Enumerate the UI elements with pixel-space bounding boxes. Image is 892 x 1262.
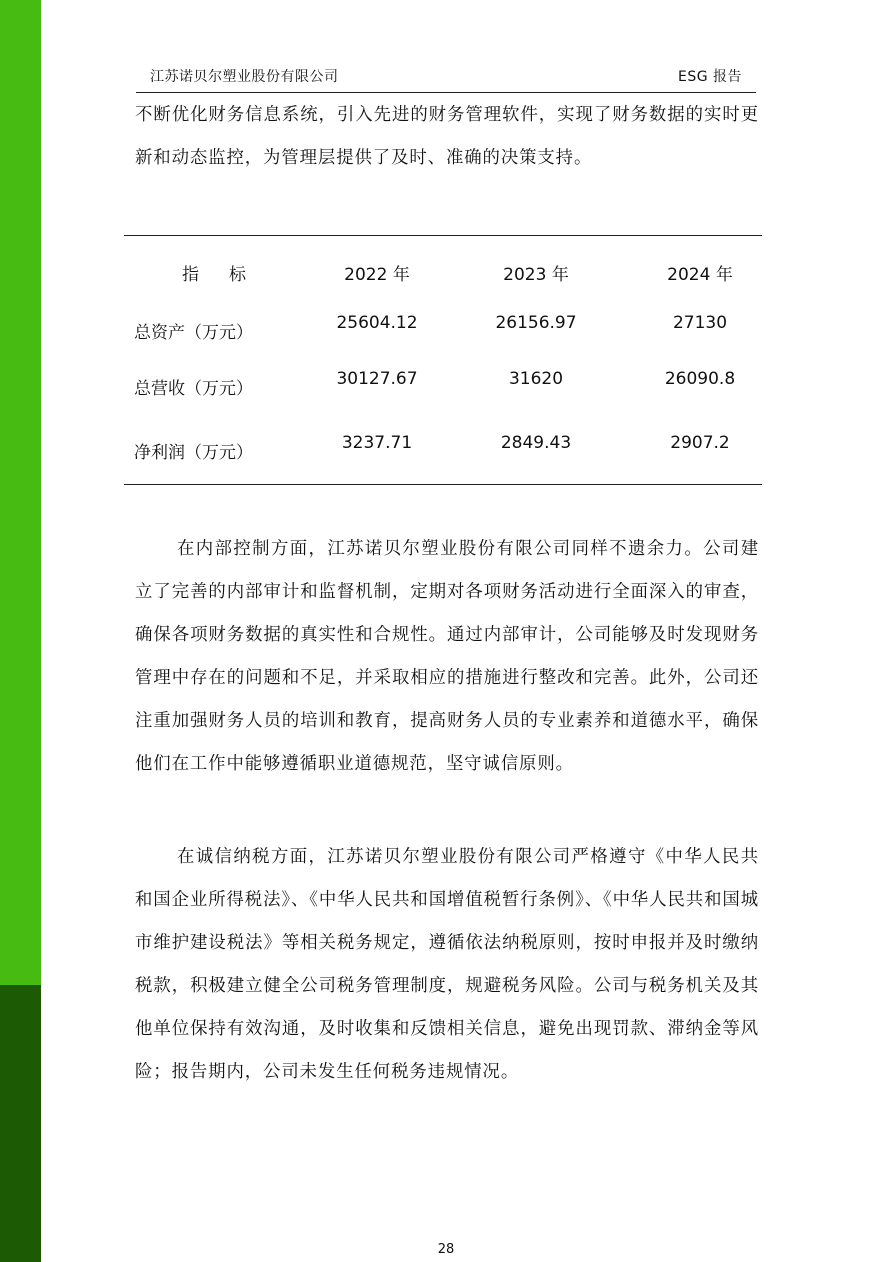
table-bottom-rule [124,484,762,485]
header-divider [136,92,756,93]
intro-paragraph: 不断优化财务信息系统，引入先进的财务管理软件，实现了财务数据的实时更新和动态监控，为管理层提供了及时、准确的决策支持。 [135,105,759,168]
table-cell: 2849.43 [500,433,572,453]
page-number: 28 [437,1242,455,1257]
internal-control-paragraph: 在内部控制方面，江苏诺贝尔塑业股份有限公司同样不遗余力。公司建立了完善的内部审计和监督机制，定期对各项财务活动进行全面深入的审查，确保各项财务数据的真实性和合规性。通过内部审计，公司能够及时发现财务管理中存在的问题和不足，并采取相应的措施进行整改和完善。此外，公司还注重加强财务人员的培训和教育，提高财务人员的专业素养和道德水平，确保他们在工作中能够遵循职业道德规范，坚守诚信原则。 [135,539,759,774]
sidebar-accent-dark [0,985,41,1262]
header-company-name: 江苏诺贝尔塑业股份有限公司 [150,69,339,85]
tax-paragraph: 在诚信纳税方面，江苏诺贝尔塑业股份有限公司严格遵守《中华人民共和国企业所得税法》、《中华人民共和国增值税暂行条例》、《中华人民共和国城市维护建设税法》等相关税务规定，遵循依法纳税原则，按时申报并及时缴纳税款，积极建立健全公司税务管理制度，规避税务风险。公司与税务机关及其他单位保持有效沟通，及时收集和反馈相关信息，避免出现罚款、滞纳金等风险；报告期内，公司未发生任何税务违规情况。 [135,847,759,1082]
page-header [150,66,742,88]
header-report-title: ESG 报告 [677,69,742,85]
table-cell: 31620 [508,369,564,389]
table-row-label: 总资产（万元） [134,323,253,343]
table-header-year: 2024 年 [667,265,733,285]
table-cell: 26090.8 [664,369,736,389]
table-cell: 30127.67 [336,369,418,389]
table-cell: 27130 [672,313,728,333]
table-header-year: 2023 年 [503,265,569,285]
table-cell: 2907.2 [670,433,730,453]
sidebar-accent-light [0,0,41,985]
table-cell: 25604.12 [336,313,418,333]
table-header-indicator: 指标 [182,265,276,285]
table-header-year: 2022 年 [344,265,410,285]
table-row-label: 净利润（万元） [134,443,253,463]
table-row-label: 总营收（万元） [134,379,253,399]
table-top-rule [124,235,762,236]
table-cell: 26156.97 [495,313,577,333]
table-cell: 3237.71 [341,433,413,453]
